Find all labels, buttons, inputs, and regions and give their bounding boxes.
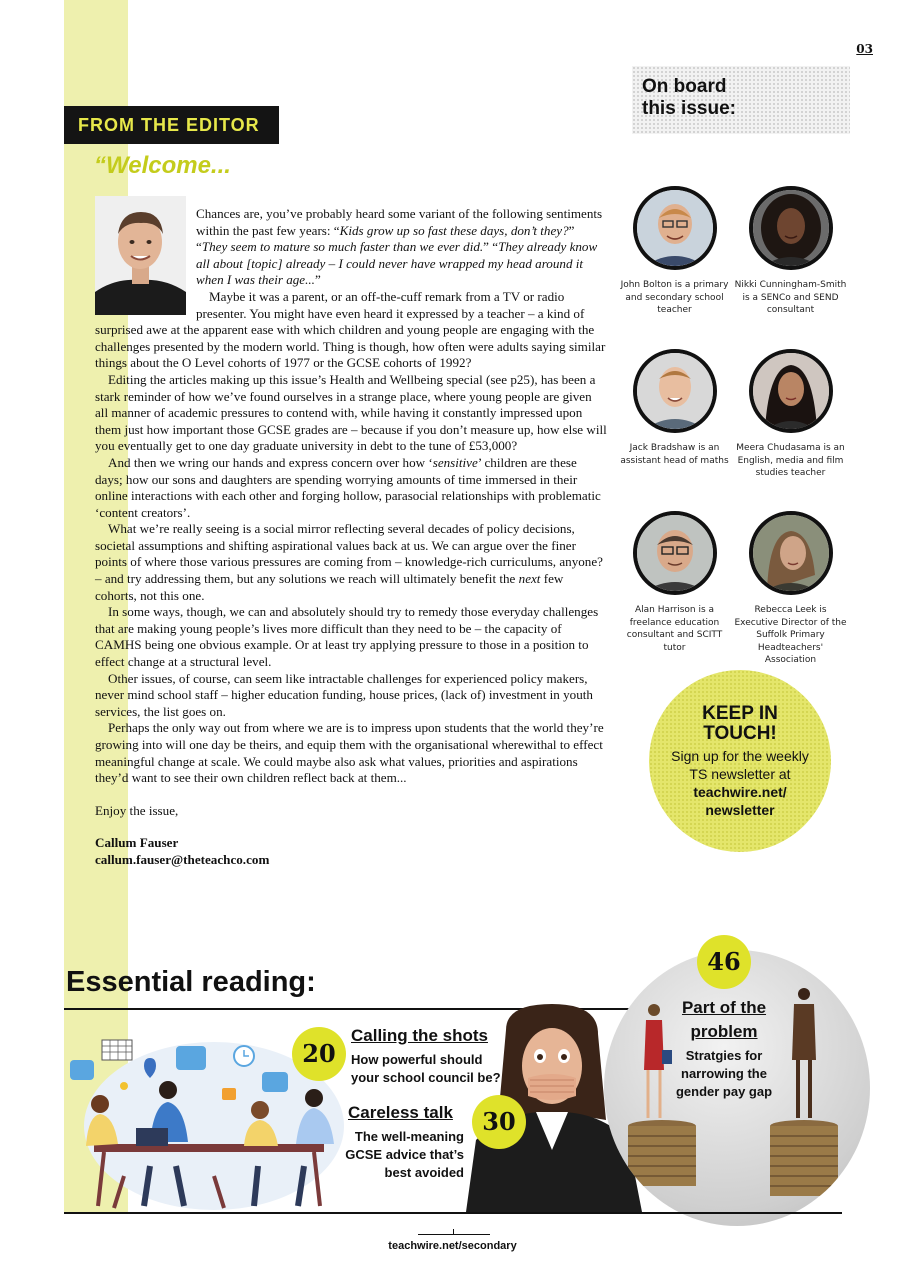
essential-reading-title: Essential reading:	[66, 966, 316, 998]
story-title-link[interactable]: Careless talk	[348, 1103, 453, 1122]
contributor-caption: Rebecca Leek is Executive Director of the Suffolk Primary Headteachers' Association	[734, 605, 847, 665]
footer-url[interactable]: teachwire.net/secondary	[388, 1240, 517, 1252]
contributor-avatar	[633, 349, 717, 433]
story-summary: Stratgies for narrowing the gender pay gap	[675, 1048, 773, 1099]
author-email[interactable]: callum.fauser@theteachco.com	[95, 851, 270, 867]
closing-line: Enjoy the issue,	[95, 802, 179, 818]
contributor-card	[733, 186, 848, 317]
story-summary: The well-meaning GCSE advice that’s best avoided	[345, 1129, 464, 1180]
newsletter-callout[interactable]	[649, 670, 831, 852]
page-number: 03	[856, 42, 873, 56]
article-paragraph-5: What we’re really seeing is a social mirror reflecting several decades of policy decisions, societal assumptions and shifting aspirational values back at us. We can argue over the finer points of where those various pressures are coming from – knowledge-rich curriculums, anyone? – and try addressing them, but any solutions we reach will ultimately benefit the next few cohorts, not this one.	[95, 521, 603, 603]
contributor-card	[733, 511, 848, 667]
story-page-badge: 20	[292, 1027, 346, 1081]
newsletter-title: KEEP IN TOUCH!	[702, 703, 778, 744]
contributor-caption: Alan Harrison is a freelance education consultant and SCITT tutor	[626, 605, 723, 653]
article-paragraph-6: In some ways, though, we can and absolutely should try to remedy those everyday challenges that are making young people’s lives more difficult than they need to be – the capacity of CAMHS being one obvious example. Or at least try applying pressure to those in a position to effect change at a structural level.	[95, 604, 599, 670]
author-name: Callum Fauser	[95, 835, 179, 851]
headline: “Welcome...	[94, 152, 231, 179]
onboard-title: On board this issue:	[642, 76, 736, 119]
onboard-panel	[632, 66, 850, 134]
contributor-caption: Jack Bradshaw is an assistant head of maths	[620, 443, 729, 466]
article-paragraph-4: And then we wring our hands and express concern over how ‘sensitive’ children are these days; how our sons and daughters are spending worrying amounts of time immersed in their online interactions with each other and forging hollow, parasocial relationships with problematic ‘content creators’.	[95, 454, 601, 520]
contributor-card	[617, 186, 732, 317]
section-tag: FROM THE EDITOR	[64, 106, 279, 144]
newsletter-link[interactable]: teachwire.net/ newsletter	[693, 784, 787, 818]
contributor-caption: John Bolton is a primary and secondary school teacher	[620, 280, 729, 315]
editor-article	[95, 206, 607, 869]
contributor-avatar	[749, 186, 833, 270]
contributor-caption: Nikki Cunningham-Smith is a SENCo and SEND consultant	[734, 280, 847, 315]
article-paragraph-3: Editing the articles making up this issue’s Health and Wellbeing special (see p25), has been a stark reminder of how we’ve found ourselves in a strange place, where young people are given all manner of academic pressures to contend with, while having it constantly impressed upon them just how important those GCSE grades are – because if you don’t measure up, how else will you eventually get to one day graduate university in debt to the tune of £53,000?	[95, 371, 607, 454]
divider	[64, 1212, 842, 1214]
contributor-avatar	[749, 511, 833, 595]
contributor-avatar	[633, 511, 717, 595]
contributor-caption: Meera Chudasama is an English, media and film studies teacher	[736, 443, 845, 478]
contributor-card	[733, 349, 848, 480]
contributor-avatar	[633, 186, 717, 270]
contributor-avatar	[749, 349, 833, 433]
newsletter-text: Sign up for the weekly TS newsletter at teachwire.net/ newsletter	[671, 748, 809, 818]
footer-ornament	[418, 1234, 490, 1235]
story-summary: How powerful should your school council be?	[351, 1052, 501, 1085]
article-paragraph-7: Other issues, of course, can seem like intractable challenges for experienced policy makers, never mind school staff – higher education funding, house prices, (lack of) investment in youth services, the list goes on.	[95, 670, 593, 719]
story-title-link[interactable]: Calling the shots	[351, 1026, 488, 1045]
story-title-link[interactable]: Part of the problem	[681, 998, 767, 1041]
story-page-badge: 30	[472, 1095, 526, 1149]
contributor-card	[617, 349, 732, 467]
story-page-badge: 46	[697, 935, 751, 989]
article-paragraph-2: Maybe it was a parent, or an off-the-cuff remark from a TV or radio presenter. You might have even heard it expressed by a teacher – a kind of surprised awe at the apparent ease with which children and young people are engaging with the challenges presented by the modern world. Thing is though, how often were adults saying similar things about the O Level cohorts of 1977 or the GCSE cohorts of 1992?	[95, 288, 606, 371]
article-paragraph-8: Perhaps the only way out from where we are is to impress upon students that the world they’re growing into will one day be theirs, and equip them with the organisational wherewithal to effect meaningful change at scale. We could maybe also ask what values, priorities and aspirations they’d want to see their own children reflect back at them...	[95, 720, 604, 786]
contributor-card	[617, 511, 732, 654]
article-paragraph-1: Chances are, you’ve probably heard some variant of the following sentiments within the past few years: “Kids grow up so fast these days, don’t they?” “They seem to mature so much faster than we ever did.” “They already know all about [topic] already – I could never have wrapped my head around it when I was their age...”	[196, 206, 603, 288]
